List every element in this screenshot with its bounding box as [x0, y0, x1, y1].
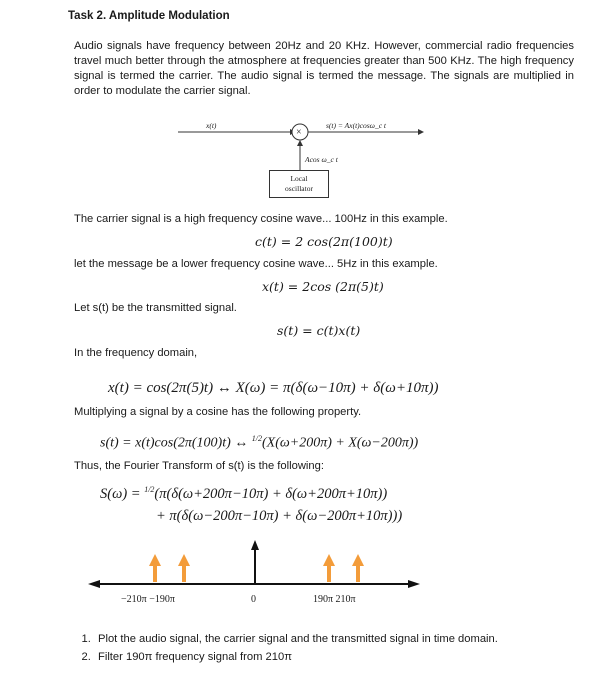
transmitted-text: Let s(t) be the transmitted signal. — [74, 302, 237, 314]
intro-paragraph: Audio signals have frequency between 20Hz and 20 KHz. However, commercial radio frequencies travel much better through the atmosphere at frequencies greater than 500 KHz. The high frequency signal is termed the carrier. The audio signal is termed the message. The signals are multiplied in order to modulate the carrier signal. — [74, 40, 574, 97]
tick-label-zero: 0 — [251, 594, 256, 605]
impulse-arrowhead — [178, 554, 190, 566]
thus-text: Thus, the Fourier Transform of s(t) is the following: — [74, 460, 324, 472]
message-equation: x(t) = 2cos (2π(5)t) — [262, 279, 384, 294]
property-text: Multiplying a signal by a cosine has the following property. — [74, 406, 362, 418]
property-equation — [100, 434, 418, 452]
freq-domain-text: In the frequency domain, — [74, 347, 198, 359]
local-oscillator-box — [269, 170, 329, 198]
s-eq-line1-half: 1/2 — [144, 485, 155, 494]
axis-right-arrowhead — [408, 580, 420, 588]
s-omega-equation-line2: + π(δ(ω−200π−10π) + δ(ω−200π+10π))) — [156, 508, 403, 524]
output-arrowhead — [418, 129, 424, 135]
tick-labels-left: −210π −190π — [121, 594, 175, 605]
vertical-axis-arrowhead — [251, 540, 259, 550]
carrier-equation: c(t) = 2 cos(2π(100)t) — [255, 234, 393, 249]
output-label: s(t) = Ax(t)cosω_c t — [326, 121, 386, 130]
impulse-arrowhead — [323, 554, 335, 566]
property-eq-right: (X(ω+200π) + X(ω−200π)) — [262, 435, 419, 451]
box-line2: oscillator — [285, 184, 313, 193]
fourier-transform-equation: x(t) = cos(2π(5)t) ↔ X(ω) = π(δ(ω−10π) + δ(ω+10π)) — [108, 380, 439, 396]
task-item-1: 1. Plot the audio signal, the carrier signal and the transmitted signal in time domain. — [94, 630, 498, 648]
task-list — [74, 630, 498, 666]
s-eq-line1-right: (π(δ(ω+200π−10π) + δ(ω+200π+10π)) — [154, 485, 388, 502]
carrier-label: Acos ω_c t — [305, 155, 338, 164]
s-omega-equation-line1 — [100, 485, 387, 503]
mixer-symbol: × — [296, 127, 302, 138]
task-item-2: 2. Filter 190π frequency signal from 210π — [94, 648, 498, 666]
property-eq-left: s(t) = x(t)cos(2π(100)t) ↔ — [100, 435, 252, 451]
impulse-arrowhead — [352, 554, 364, 566]
transmitted-equation: s(t) = c(t)x(t) — [277, 323, 361, 338]
message-text: let the message be a lower frequency cosine wave... 5Hz in this example. — [74, 258, 438, 270]
tick-labels-right: 190π 210π — [313, 594, 356, 605]
carrier-text: The carrier signal is a high frequency cosine wave... 100Hz in this example. — [74, 213, 448, 225]
impulse-arrowhead — [149, 554, 161, 566]
axis-left-arrowhead — [88, 580, 100, 588]
input-label: x(t) — [206, 121, 217, 130]
property-eq-half: 1/2 — [251, 434, 262, 443]
s-eq-line1-left: S(ω) = — [100, 485, 145, 502]
box-line1: Local — [290, 174, 308, 183]
task-title: Task 2. Amplitude Modulation — [68, 10, 230, 22]
spectrum-plot — [0, 536, 608, 596]
oscillator-arrowhead — [297, 140, 303, 146]
